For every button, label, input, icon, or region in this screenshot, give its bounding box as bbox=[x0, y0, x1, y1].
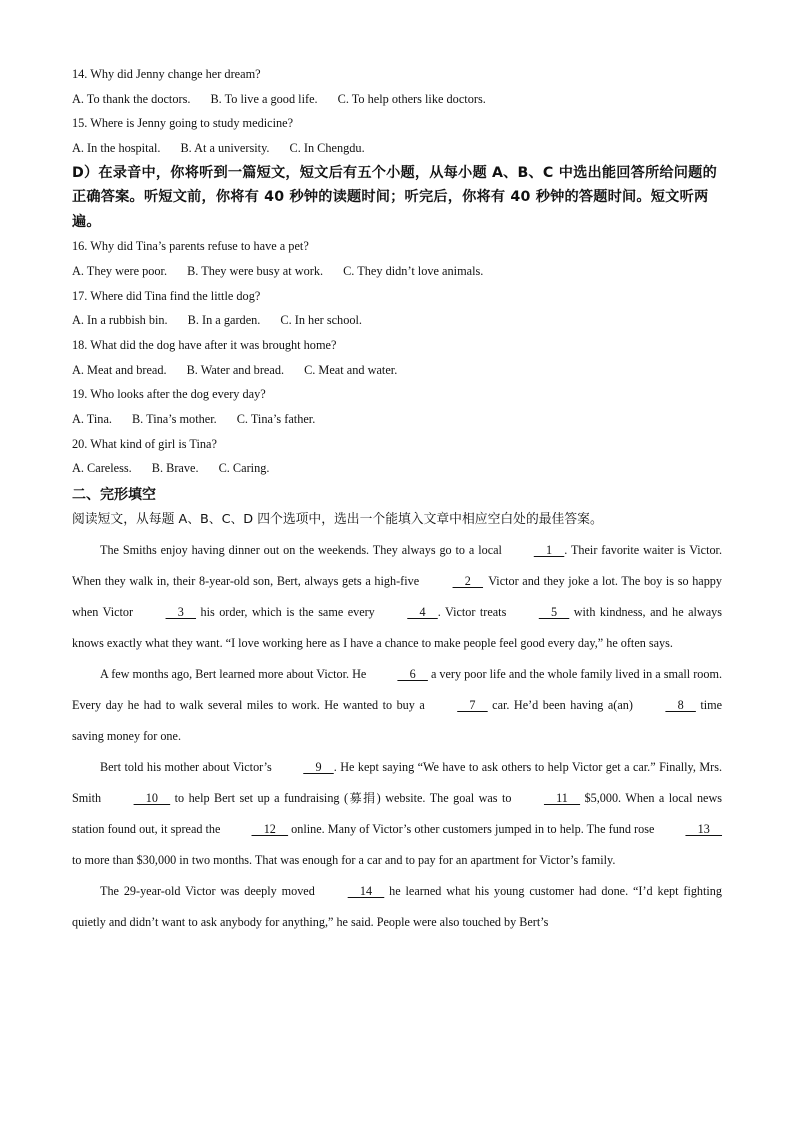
section-d-instruction: D）在录音中，你将听到一篇短文，短文后有五个小题，从每小题 A、B、C 中选出能回答所给问题的正确答案。听短文前，你将有 40 秒钟的读题时间；听完后，你将有 40 秒钟的答题时间。短文听两遍。 bbox=[72, 164, 717, 230]
question-17: 17. Where did Tina find the little dog? bbox=[72, 288, 261, 303]
blank-11: 11 bbox=[543, 791, 581, 806]
blank-7: 7 bbox=[457, 698, 488, 713]
option-c: C. Tina’s father. bbox=[236, 412, 316, 427]
question-19: 19. Who looks after the dog every day? bbox=[72, 387, 266, 402]
passage-text: a very poor life and the whole family lived in a small room. Every day he had to walk several miles to work. He wanted to buy a bbox=[72, 667, 722, 713]
blank-13: 13 bbox=[685, 822, 723, 837]
blank-14: 14 bbox=[347, 884, 385, 899]
option-b: B. At a university. bbox=[180, 141, 270, 156]
cloze-instruction: 阅读短文，从每题 A、B、C、D 四个选项中，选出一个能填入文章中相应空白处的最佳答案。 bbox=[72, 512, 603, 528]
cloze-paragraph-2 bbox=[72, 659, 722, 752]
passage-text: car. He’d been having a(an) bbox=[487, 698, 638, 713]
passage-text: . Victor treats bbox=[437, 605, 511, 620]
passage-text: his order, which is the same every bbox=[196, 605, 380, 620]
passage-text: A few months ago, Bert learned more about Victor. He bbox=[100, 667, 370, 682]
question-20-options bbox=[72, 456, 722, 481]
question-20: 20. What kind of girl is Tina? bbox=[72, 436, 217, 451]
blank-3: 3 bbox=[165, 605, 197, 620]
blank-12: 12 bbox=[251, 822, 289, 837]
option-b: B. Water and bread. bbox=[186, 362, 285, 377]
question-14: 14. Why did Jenny change her dream? bbox=[72, 67, 261, 81]
question-15-options bbox=[72, 136, 722, 161]
blank-6: 6 bbox=[397, 667, 428, 682]
passage-text: . He kept saying “We have to ask others to help Victor get a car.” Finally, Mrs. Smith bbox=[72, 760, 723, 806]
option-c: C. In Chengdu. bbox=[289, 141, 365, 156]
blank-10: 10 bbox=[133, 791, 171, 806]
passage-text: . Their favorite waiter is Victor. When they walk in, their 8-year-old son, Bert, always gets a high-five bbox=[72, 543, 722, 589]
passage-text: Bert told his mother about Victor’s bbox=[100, 760, 276, 775]
passage-text: to more than $30,000 in two months. That was enough for a car and to pay for an apartment for Victor’s family. bbox=[72, 853, 616, 868]
passage-text: The 29-year-old Victor was deeply moved bbox=[100, 884, 320, 899]
cloze-paragraph-3 bbox=[72, 752, 722, 876]
passage-text: time saving money for one. bbox=[72, 698, 722, 744]
option-c: C. Caring. bbox=[218, 461, 270, 476]
passage-text: $5,000. When a local news station found out, it spread the bbox=[72, 791, 722, 837]
blank-4: 4 bbox=[407, 605, 438, 620]
question-14-options bbox=[72, 87, 722, 112]
blank-2: 2 bbox=[452, 574, 484, 589]
option-a: A. In the hospital. bbox=[72, 141, 161, 156]
option-a: A. Careless. bbox=[72, 461, 132, 476]
passage-text: Victor and they joke a lot. The boy is so happy when Victor bbox=[72, 574, 722, 620]
blank-9: 9 bbox=[303, 760, 334, 775]
section-heading-cloze: 二、完形填空 bbox=[72, 487, 156, 504]
cloze-paragraph-4 bbox=[72, 876, 722, 938]
passage-text: he learned what his young customer had done. “I’d kept fighting quietly and didn’t want to ask anybody for anything,” he said. People were also touched by Bert’s bbox=[72, 884, 722, 930]
option-a: A. Tina. bbox=[72, 412, 112, 427]
blank-5: 5 bbox=[538, 605, 570, 620]
option-a: A. Meat and bread. bbox=[72, 362, 167, 377]
passage-text: The Smiths enjoy having dinner out on the weekends. They always go to a local bbox=[100, 543, 506, 558]
question-19-options bbox=[72, 407, 722, 432]
option-a: A. To thank the doctors. bbox=[72, 91, 191, 106]
question-18: 18. What did the dog have after it was brought home? bbox=[72, 338, 337, 352]
question-16: 16. Why did Tina’s parents refuse to have a pet? bbox=[72, 239, 309, 254]
option-b: B. Brave. bbox=[151, 461, 199, 476]
option-b: B. To live a good life. bbox=[210, 91, 318, 106]
option-a: A. They were poor. bbox=[72, 263, 168, 278]
option-b: B. Tina’s mother. bbox=[131, 412, 217, 427]
blank-8: 8 bbox=[665, 698, 696, 713]
option-c: C. Meat and water. bbox=[304, 362, 398, 377]
option-c: C. They didn’t love animals. bbox=[343, 263, 484, 278]
passage-text: to help Bert set up a fundraising (募捐) website. The goal was to bbox=[170, 791, 516, 806]
passage-text: with kindness, and he always knows exactly what they want. “I love working here as I have a chance to make people feel good every day,” he often says. bbox=[72, 605, 722, 651]
question-15: 15. Where is Jenny going to study medicine? bbox=[72, 116, 294, 131]
passage-text: online. Many of Victor’s other customers jumped in to help. The fund rose bbox=[288, 822, 658, 837]
blank-1: 1 bbox=[533, 543, 565, 558]
question-17-options bbox=[72, 308, 722, 333]
option-b: B. In a garden. bbox=[187, 313, 261, 328]
question-16-options bbox=[72, 259, 722, 284]
option-b: B. They were busy at work. bbox=[187, 263, 324, 278]
option-c: C. To help others like doctors. bbox=[337, 91, 486, 106]
option-a: A. In a rubbish bin. bbox=[72, 313, 168, 328]
option-c: C. In her school. bbox=[280, 313, 362, 328]
question-18-options bbox=[72, 358, 722, 383]
exam-page bbox=[72, 62, 722, 938]
cloze-paragraph-1 bbox=[72, 535, 722, 659]
